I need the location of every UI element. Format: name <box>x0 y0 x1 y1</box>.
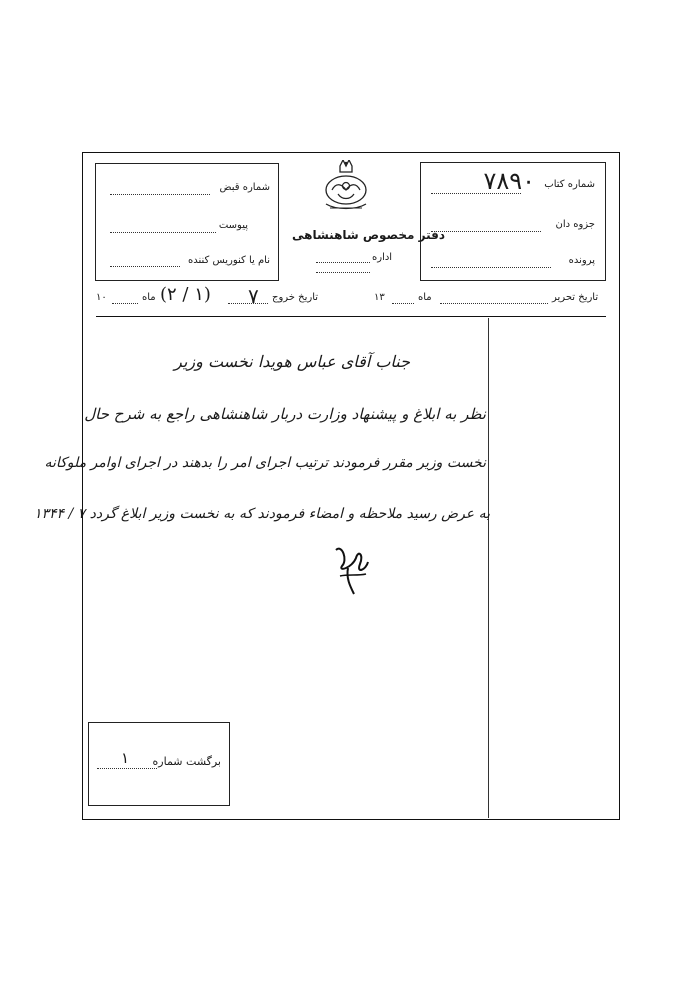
letter-number-label: شماره کتاب <box>544 179 595 190</box>
body-line-1: نظر به ابلاغ و پیشنهاد وزارت دربار شاهنشاهی راجع به شرح حال <box>84 405 486 423</box>
year-suffix: ۱۰ <box>96 292 107 303</box>
writing-date-line <box>440 303 548 304</box>
attachment-label: پیوست <box>218 220 248 231</box>
header-divider <box>96 316 606 317</box>
left-header-box <box>95 163 279 281</box>
exit-month-line <box>112 303 138 304</box>
volume-line <box>431 231 541 232</box>
department-label: اداره <box>372 252 393 263</box>
exit-day: ۷ <box>248 284 259 308</box>
exit-date-label: تاریخ خروج <box>272 292 319 303</box>
attachment-line <box>110 232 216 233</box>
addressee-label: نام یا کنوریس کننده <box>188 255 270 266</box>
month-label-1: ماه <box>418 292 432 303</box>
office-title: دفتر مخصوص شاهنشاهی <box>292 228 446 242</box>
salutation: جناب آقای عباس هویدا نخست وزیر <box>174 352 410 371</box>
department-line-2 <box>316 272 370 273</box>
right-header-box <box>420 162 606 281</box>
writing-date-label: تاریخ تحریر <box>552 292 599 303</box>
letter-number-value: ۷۸۹۰ <box>483 167 535 195</box>
receipt-number-label: شماره قبض <box>219 182 270 193</box>
return-stamp-line <box>97 768 157 769</box>
receipt-number-line <box>110 194 210 195</box>
volume-label: جزوه دان <box>555 219 595 230</box>
letter-number-line <box>431 193 521 194</box>
return-stamp <box>88 722 230 806</box>
addressee-line <box>110 266 180 267</box>
signature <box>330 540 374 596</box>
file-label: پرونده <box>568 255 595 266</box>
file-line <box>431 267 551 268</box>
month-label-2: ماه <box>142 292 156 303</box>
margin-rule <box>488 318 489 818</box>
return-stamp-label: برگشت شماره <box>152 755 221 768</box>
body-line-2: نخست وزیر مقرر فرمودند ترتیب اجرای امر را بدهند در اجرای اوامر ملوکانه <box>44 455 486 471</box>
royal-emblem-icon <box>318 160 374 218</box>
body-line-3: به عرض رسید ملاحظه و امضاء فرمودند که به نخست وزیر ابلاغ گردد ۷ / ۱۳۴۴ <box>33 506 490 522</box>
return-stamp-value: ۱ <box>121 749 130 767</box>
writing-month-line <box>392 303 414 304</box>
writing-day: ۱۳ <box>374 292 385 303</box>
department-line <box>316 262 370 263</box>
exit-date-line <box>228 303 268 304</box>
exit-extra: (۱ / ۲) <box>160 284 211 305</box>
